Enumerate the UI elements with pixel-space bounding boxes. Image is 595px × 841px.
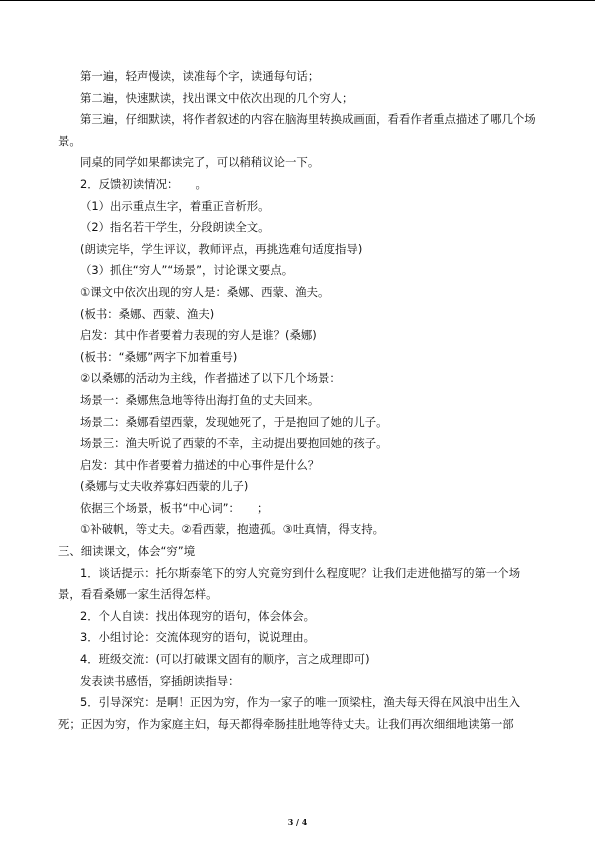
paragraph-line: 4．班级交流：(可以打破课文固有的顺序，言之成理即可) (80, 652, 370, 667)
paragraph-line: (板书：“桑娜”两字下加着重号) (80, 349, 238, 364)
paragraph-line: ①课文中依次出现的穷人是：桑娜、西蒙、渔夫。 (80, 284, 330, 299)
top-rule (0, 0, 595, 1)
paragraph-line: 同桌的同学如果都读完了，可以稍稍议论一下。 (80, 155, 320, 170)
paragraph-line: (朗读完毕，学生评议，教师评点，再挑选难句适度指导) (80, 241, 363, 256)
paragraph-line: 3．小组讨论：交流体现穷的语句，说说理由。 (80, 630, 316, 645)
paragraph-line: (板书：桑娜、西蒙、渔夫) (80, 306, 215, 321)
paragraph-line: 场景二：桑娜看望西蒙，发现她死了，于是抱回了她的儿子。 (80, 414, 388, 429)
paragraph-line: （3）抓住“穷人”“场景”，讨论课文要点。 (80, 263, 294, 278)
paragraph-line: ①补破帆，等丈夫。②看西蒙，抱遗孤。③吐真情，得支持。 (80, 522, 385, 537)
paragraph-line: （2）指名若干学生，分段朗读全文。 (80, 220, 270, 235)
paragraph-line: 2．反馈初读情况： 。 (80, 176, 207, 191)
paragraph-line: 第一遍，轻声慢读，读准每个字，读通每句话； (80, 69, 320, 83)
paragraph-line: 场景三：渔夫听说了西蒙的不幸，主动提出要抱回她的孩子。 (80, 436, 388, 451)
paragraph-line: (桑娜与丈夫收养寡妇西蒙的儿子) (80, 479, 249, 494)
paragraph-line: 5．引导深究：是啊！正因为穷，作为一家子的唯一顶梁柱，渔夫每天得在风浪中出生入死；正因为穷，作为家庭主妇，每天都得牵肠挂肚地等待丈夫。让我们再次细细地读第一部 (58, 695, 521, 731)
paragraph-line: 第三遍，仔细默读，将作者叙述的内容在脑海里转换成画面，看看作者重点描述了哪几个场景。 (58, 112, 536, 148)
paragraph-line: 三、细读课文，体会“穷”境 (58, 544, 196, 559)
paragraph-line: 启发：其中作者要着力描述的中心事件是什么？ (80, 457, 320, 472)
paragraph-line: 启发：其中作者要着力表现的穷人是谁？(桑娜) (80, 328, 317, 343)
paragraph-line: 2．个人自读：找出体现穷的语句，体会体会。 (80, 608, 316, 623)
paragraph-line: ②以桑娜的活动为主线，作者描述了以下几个场景： (80, 371, 341, 386)
paragraph-line: （1）出示重点生字，着重正音析形。 (80, 198, 270, 213)
paragraph-line: 依据三个场景，板书“中心词”： ； (80, 500, 269, 515)
paragraph-line: 第二遍，快速默读，找出课文中依次出现的几个穷人； (80, 90, 354, 105)
document-body (58, 66, 538, 735)
paragraph-line: 场景一：桑娜焦急地等待出海打鱼的丈夫回来。 (80, 392, 320, 407)
page-number: 3 / 4 (287, 817, 308, 827)
paragraph-line: 发表读书感悟，穿插朗读指导： (80, 673, 240, 688)
paragraph-line: 1．谈话提示：托尔斯泰笔下的穷人究竟穷到什么程度呢？让我们走进他描写的第一个场景，看看桑娜一家生活得怎样。 (58, 565, 521, 602)
